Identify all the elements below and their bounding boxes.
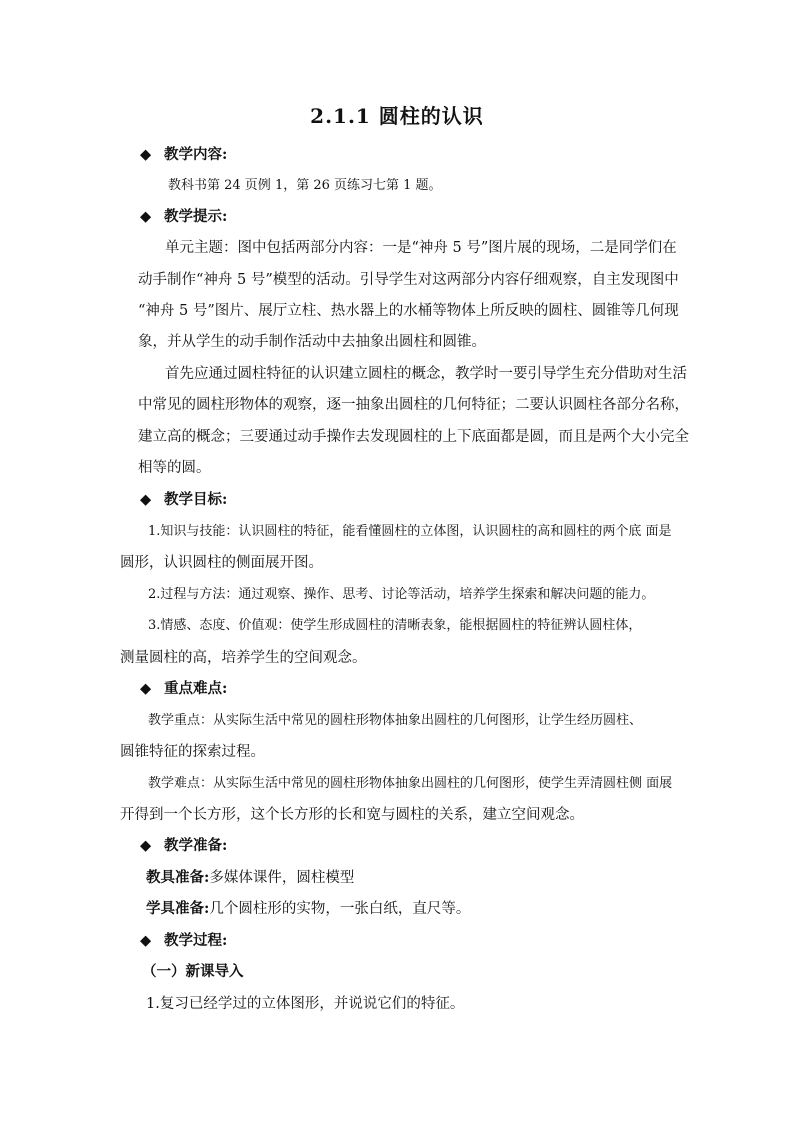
diamond-bullet-icon: ◆ <box>140 681 152 697</box>
paragraph-line: 教学难点：从实际生活中常见的圆柱形物体抽象出圆柱的几何图形，使学生弄清圆柱侧 面展 <box>148 776 673 791</box>
student-preparation-text: 几个圆柱形的实物，一张白纸，直尺等。 <box>209 901 471 917</box>
heading-label: 教学内容: <box>164 146 228 163</box>
section-heading-preparation <box>140 836 227 856</box>
teacher-preparation-label: 教具准备: <box>146 869 210 886</box>
heading-label: 教学提示: <box>164 208 228 225</box>
paragraph-line: 2.过程与方法：通过观察、操作、思考、讨论等活动，培养学生探索和解决问题的能力。 <box>148 587 655 602</box>
diamond-bullet-icon: ◆ <box>140 933 152 949</box>
paragraph-line: 3.情感、态度、价值观：使学生形成圆柱的清晰表象，能根据圆柱的特征辨认圆柱体， <box>148 618 642 633</box>
teacher-preparation <box>146 868 354 888</box>
heading-label: 教学目标: <box>164 491 228 508</box>
paragraph-line: 相等的圆。 <box>138 460 211 476</box>
process-sub-heading: （一）新课导入 <box>142 963 244 980</box>
heading-label: 教学过程: <box>164 932 228 949</box>
student-preparation-label: 学具准备: <box>146 900 210 917</box>
paragraph-line: 单元主题：图中包括两部分内容：一是“神舟 5 号”图片展的现场，二是同学们在 <box>165 240 677 256</box>
diamond-bullet-icon: ◆ <box>140 209 152 225</box>
paragraph-line: 测量圆柱的高，培养学生的空间观念。 <box>120 650 367 666</box>
paragraph-line: 建立高的概念；三要通过动手操作去发现圆柱的上下底面都是圆，而且是两个大小完全 <box>138 429 689 445</box>
teacher-preparation-text: 多媒体课件，圆柱模型 <box>209 870 355 886</box>
paragraph-line: 首先应通过圆柱特征的认识建立圆柱的概念，教学时一要引导学生充分借助对生活 <box>165 366 687 382</box>
paragraph-line: 教学重点：从实际生活中常见的圆柱形物体抽象出圆柱的几何图形，让学生经历圆柱、 <box>148 713 643 728</box>
heading-label: 教学准备: <box>164 837 228 854</box>
section-heading-key-points <box>140 679 227 699</box>
paragraph-line: 开得到一个长方形，这个长方形的长和宽与圆柱的关系，建立空间观念。 <box>120 807 584 823</box>
paragraph-line: 象，并从学生的动手制作活动中去抽象出圆柱和圆锥。 <box>138 334 486 350</box>
paragraph-line: 中常见的圆柱形物体的观察，逐一抽象出圆柱的几何特征；二要认识圆柱各部分名称， <box>138 397 689 413</box>
paragraph-line: 动手制作“神舟 5 号”模型的活动。引导学生对这两部分内容仔细观察，自主发现图中 <box>138 272 679 288</box>
content-text: 教科书第 24 页例 1，第 26 页练习七第 1 题。 <box>168 178 442 193</box>
paragraph-line: 圆锥特征的探索过程。 <box>120 744 265 760</box>
section-heading-tips <box>140 207 227 227</box>
paragraph-line: 1.知识与技能：认识圆柱的特征，能看懂圆柱的立体图，认识圆柱的高和圆柱的两个底 面是 <box>148 524 672 539</box>
page-title: 2.1.1 圆柱的认识 <box>310 104 484 128</box>
paragraph-line: 圆形，认识圆柱的侧面展开图。 <box>120 555 323 571</box>
section-heading-content <box>140 145 227 165</box>
paragraph-line: “神舟 5 号”图片、展厅立柱、热水器上的水桶等物体上所反映的圆柱、圆锥等几何现 <box>138 303 679 319</box>
section-heading-goals <box>140 490 227 510</box>
diamond-bullet-icon: ◆ <box>140 838 152 854</box>
diamond-bullet-icon: ◆ <box>140 492 152 508</box>
student-preparation <box>146 899 470 919</box>
process-step-1: 1.复习已经学过的立体图形，并说说它们的特征。 <box>146 996 465 1012</box>
heading-label: 重点难点: <box>164 680 228 697</box>
section-heading-process <box>140 931 227 951</box>
diamond-bullet-icon: ◆ <box>140 147 152 163</box>
